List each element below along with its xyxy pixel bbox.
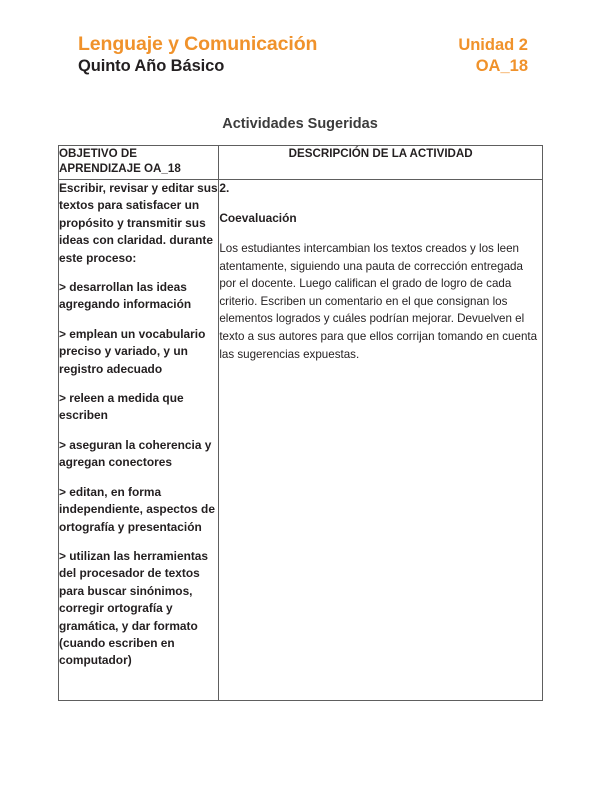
objective-bullet-5: > editan, en forma independiente, aspectos de ortografía y presentación <box>59 484 215 534</box>
objective-bullet-6: > utilizan las herramientas del procesador de textos para buscar sinónimos, corregir ortografía y gramática, y dar formato (cuando escriben en computador) <box>59 548 209 668</box>
objective-bullet-1: > desarrollan las ideas agregando información <box>59 280 192 312</box>
description-cell <box>219 180 543 701</box>
activity-number: 2. <box>219 181 230 195</box>
table-row <box>59 180 543 701</box>
table-header-row <box>59 146 543 180</box>
oa-code-label: OA_18 <box>475 57 528 75</box>
document-header <box>78 33 528 77</box>
activity-table <box>58 145 543 701</box>
objective-text <box>59 180 218 670</box>
header-left-block <box>78 33 317 77</box>
header-right-block <box>458 33 528 77</box>
objective-bullet-2: > emplean un vocabulario preciso y variado, y un registro adecuado <box>59 326 206 376</box>
column-header-objective: OBJETIVO DE APRENDIZAJE OA_18 <box>59 146 219 180</box>
unit-label: Unidad 2 <box>458 36 528 54</box>
objective-bullet-3: > releen a medida que escriben <box>59 391 184 423</box>
activity-description: Los estudiantes intercambian los textos creados y los leen atentamente, siguiendo una pauta de corrección entregada por el docente. Luego califican el grado de logro de cada criterio. Escriben un comentario en el que consignan los elementos logrados y cuáles podrían mejorar. Devuelven el texto a sus autores para que ellos corrijan tomando en cuenta las sugerencias expuestas. <box>219 242 538 361</box>
activity-subtitle: Coevaluación <box>219 211 297 225</box>
column-header-description: DESCRIPCIÓN DE LA ACTIVIDAD <box>219 146 543 180</box>
objective-bullet-4: > aseguran la coherencia y agregan conectores <box>59 437 212 470</box>
page-title: Actividades Sugeridas <box>222 116 378 132</box>
subject-title: Lenguaje y Comunicación <box>78 33 318 55</box>
grade-level-subtitle: Quinto Año Básico <box>78 57 225 75</box>
objective-intro: Escribir, revisar y editar sus textos para satisfacer un propósito y transmitir sus ideas con claridad. durante este proceso: <box>59 181 218 265</box>
objective-cell <box>59 180 219 701</box>
